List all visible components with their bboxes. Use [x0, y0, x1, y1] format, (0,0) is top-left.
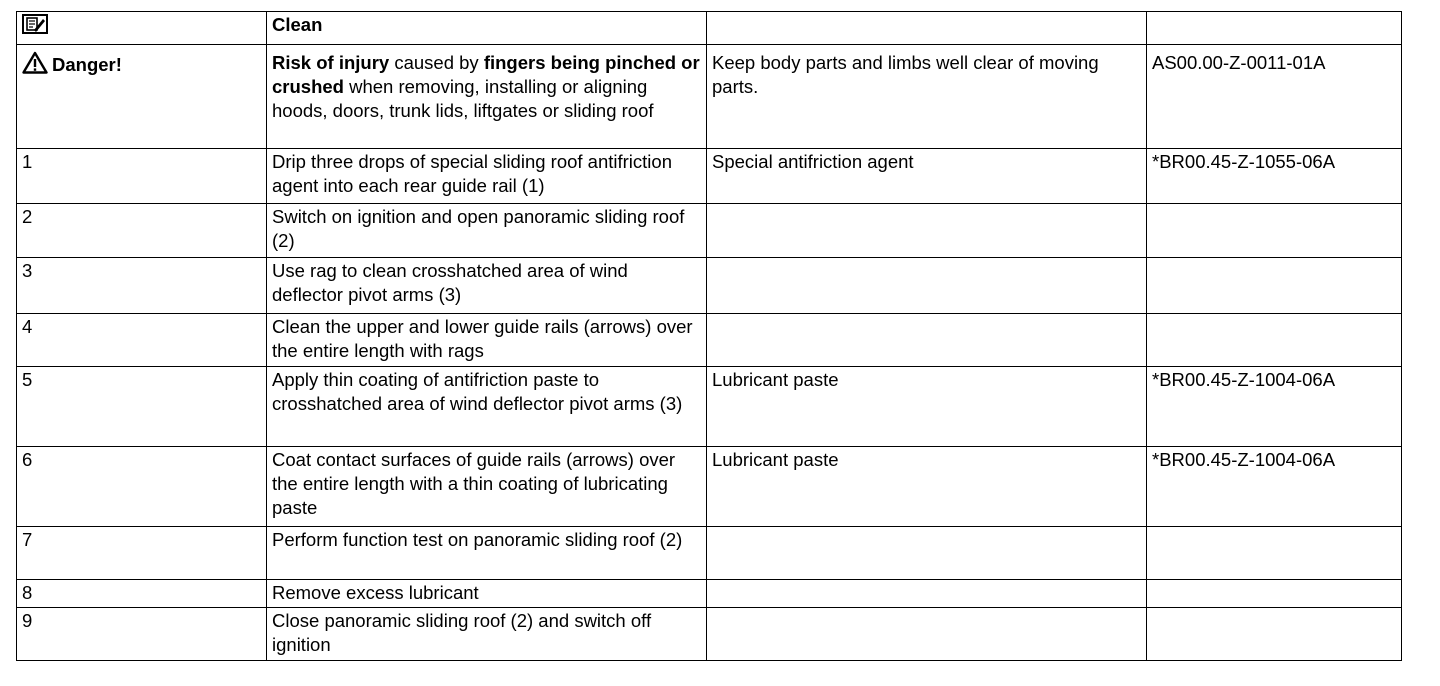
step-ref [1147, 258, 1402, 314]
step-text: Drip three drops of special sliding roof antifriction agent into each rear guide rail (1) [267, 149, 707, 204]
step-number: 3 [17, 258, 267, 314]
step-number: 6 [17, 447, 267, 527]
step-number: 5 [17, 367, 267, 447]
header-empty-3 [707, 12, 1147, 45]
header-row [17, 12, 1402, 45]
step-text: Clean the upper and lower guide rails (arrows) over the entire length with rags [267, 314, 707, 367]
step-material [707, 580, 1147, 608]
risk-text: Risk of injury [272, 52, 390, 73]
danger-rest-text: when removing, installing or aligning hoods, doors, trunk lids, liftgates or sliding roof [272, 76, 654, 121]
step-row [17, 314, 1402, 367]
step-row [17, 527, 1402, 580]
danger-measure: Keep body parts and limbs well clear of moving parts. [707, 45, 1147, 149]
step-number: 9 [17, 608, 267, 661]
step-row [17, 258, 1402, 314]
step-material: Special antifriction agent [707, 149, 1147, 204]
step-ref [1147, 580, 1402, 608]
header-icon-cell [17, 12, 267, 45]
step-text: Perform function test on panoramic sliding roof (2) [267, 527, 707, 580]
step-row [17, 204, 1402, 258]
danger-row [17, 45, 1402, 149]
step-row [17, 367, 1402, 447]
step-number: 1 [17, 149, 267, 204]
step-text: Switch on ignition and open panoramic sliding roof (2) [267, 204, 707, 258]
step-ref [1147, 314, 1402, 367]
cause-text: fingers being pinched or crushed [272, 52, 700, 97]
warning-triangle-icon [22, 51, 48, 74]
step-row [17, 580, 1402, 608]
step-text: Remove excess lubricant [267, 580, 707, 608]
step-row [17, 149, 1402, 204]
step-material [707, 204, 1147, 258]
step-text: Apply thin coating of antifriction paste to crosshatched area of wind deflector pivot arms (3) [267, 367, 707, 447]
danger-description [267, 45, 707, 149]
caused-by-text: caused by [389, 52, 484, 73]
step-ref: *BR00.45-Z-1004-06A [1147, 447, 1402, 527]
procedure-icon [22, 14, 48, 34]
step-ref [1147, 204, 1402, 258]
header-title: Clean [267, 12, 707, 45]
danger-cell [17, 45, 267, 149]
header-empty-4 [1147, 12, 1402, 45]
step-ref [1147, 608, 1402, 661]
step-number: 4 [17, 314, 267, 367]
step-row [17, 608, 1402, 661]
step-ref: *BR00.45-Z-1004-06A [1147, 367, 1402, 447]
step-material: Lubricant paste [707, 367, 1147, 447]
danger-label: Danger! [52, 54, 122, 75]
step-row [17, 447, 1402, 527]
danger-ref: AS00.00-Z-0011-01A [1147, 45, 1402, 149]
step-material [707, 608, 1147, 661]
step-material: Lubricant paste [707, 447, 1147, 527]
procedure-table [16, 11, 1402, 661]
step-material [707, 258, 1147, 314]
step-number: 2 [17, 204, 267, 258]
step-material [707, 314, 1147, 367]
step-number: 8 [17, 580, 267, 608]
step-material [707, 527, 1147, 580]
step-ref: *BR00.45-Z-1055-06A [1147, 149, 1402, 204]
step-ref [1147, 527, 1402, 580]
step-text: Coat contact surfaces of guide rails (arrows) over the entire length with a thin coating of lubricating paste [267, 447, 707, 527]
step-text: Close panoramic sliding roof (2) and switch off ignition [267, 608, 707, 661]
step-number: 7 [17, 527, 267, 580]
step-text: Use rag to clean crosshatched area of wind deflector pivot arms (3) [267, 258, 707, 314]
